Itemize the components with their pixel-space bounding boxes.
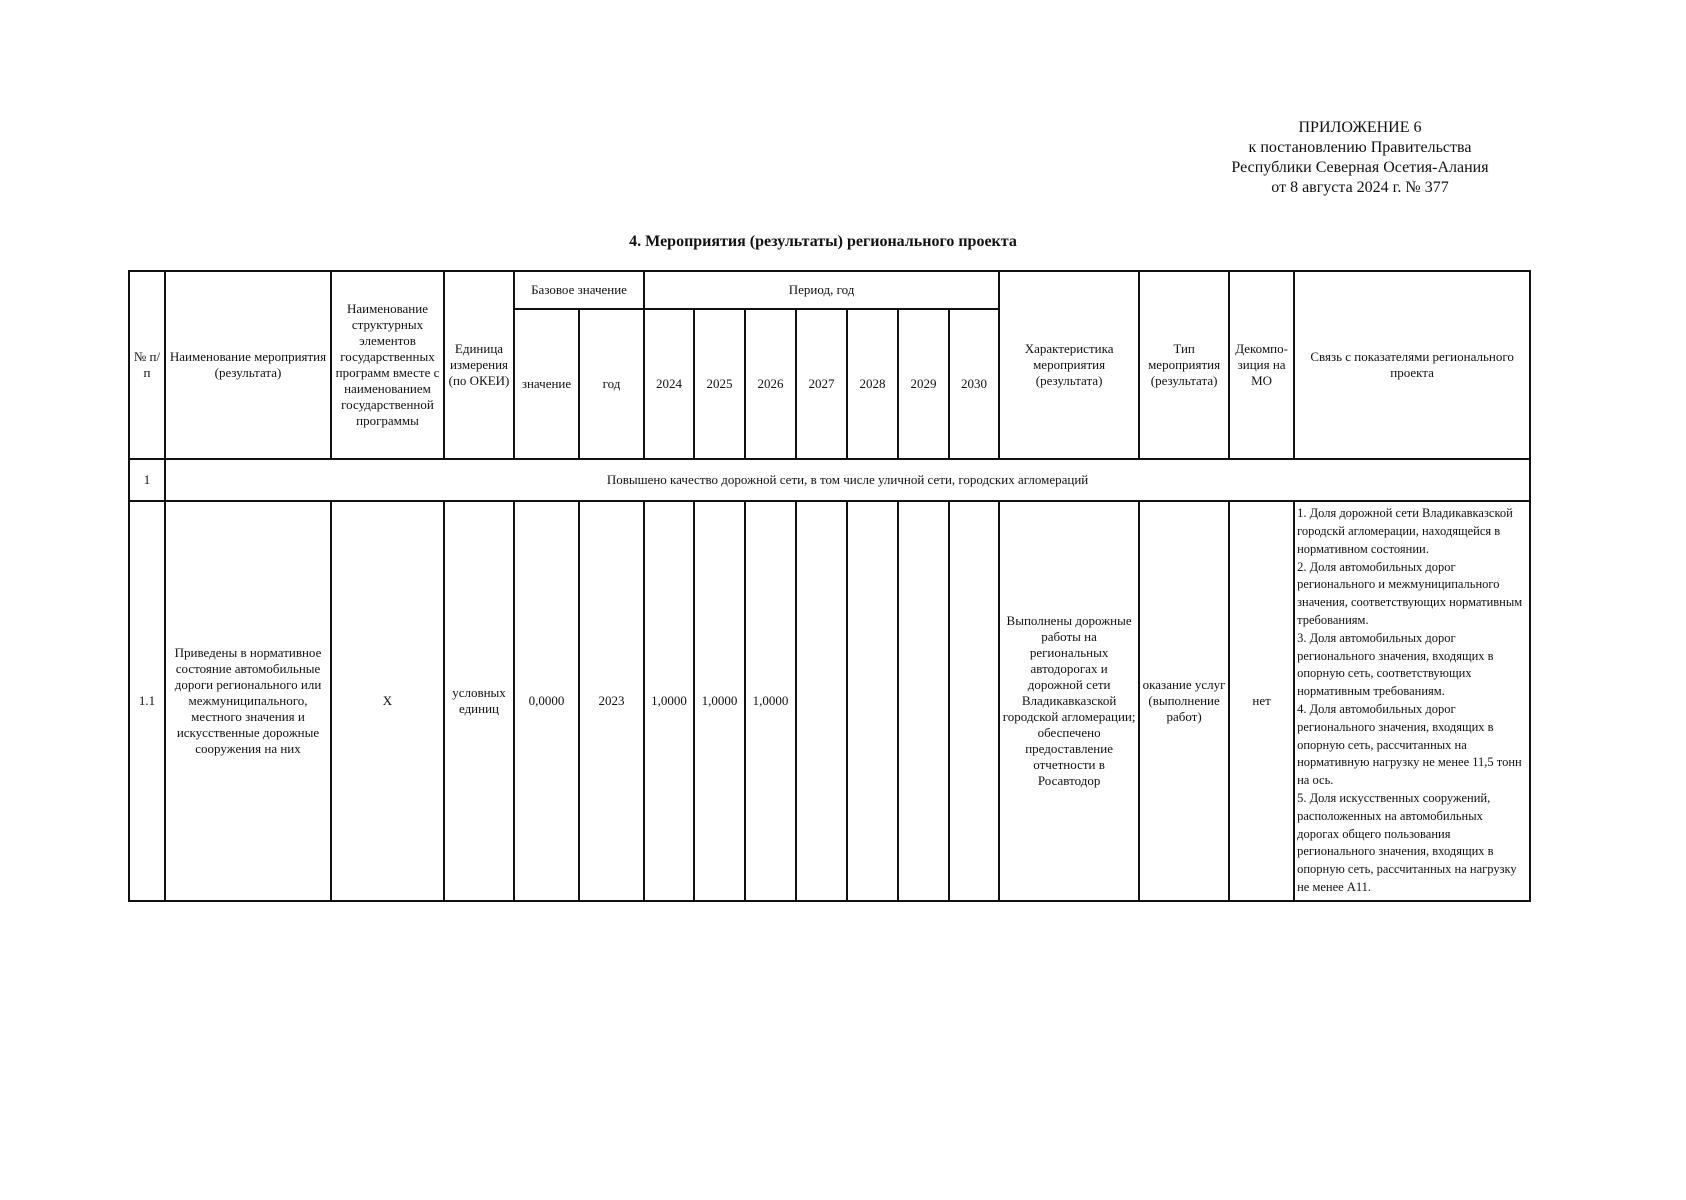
row-type: оказание услуг (выполнение работ) [1139, 501, 1229, 901]
row-value: 1,0000 [644, 501, 694, 901]
header-type: Тип мероприятия (результата) [1139, 271, 1229, 459]
table-row [129, 501, 1530, 901]
header-unit: Единица измерения (по ОКЕИ) [444, 271, 514, 459]
indicator-item: 2. Доля автомобильных дорог регионального и межмуниципального значения, соответствующих нормативным требованиям. [1297, 559, 1523, 628]
header-characteristic: Характеристика мероприятия (результата) [999, 271, 1139, 459]
row-decomposition: нет [1229, 501, 1294, 901]
measures-table [128, 270, 1531, 902]
header-period-group: Период, год [644, 271, 999, 309]
indicator-item: 3. Доля автомобильных дорог регионального значения, входящих в опорную сеть, соответствующих нормативным требованиям. [1297, 630, 1494, 699]
row-unit: условных единиц [444, 501, 514, 901]
indicator-item: 1. Доля дорожной сети Владикавказской городскй агломерации, находящейся в нормативном состоянии. [1297, 506, 1513, 556]
row-value [898, 501, 949, 901]
header-base-year: год [579, 309, 644, 459]
row-value [847, 501, 898, 901]
row-value [949, 501, 999, 901]
header-year: 2030 [949, 309, 999, 459]
indicator-item: 5. Доля искусственных сооружений, расположенных на автомобильных дорогах общего пользования регионального значения, входящих в опорную сеть, рассчитанных на нагрузку не менее А11. [1297, 790, 1517, 894]
header-year: 2026 [745, 309, 796, 459]
row-value: 1,0000 [694, 501, 745, 901]
header-decomposition: Декомпо-зиция на МО [1229, 271, 1294, 459]
row-num: 1.1 [129, 501, 165, 901]
annex-block [1160, 118, 1560, 198]
header-structural: Наименование структурных элементов государственных программ вместе с наименованием государственной программы [331, 271, 444, 459]
header-year: 2027 [796, 309, 847, 459]
row-base-year: 2023 [579, 501, 644, 901]
row-structural: Х [331, 501, 444, 901]
header-year: 2028 [847, 309, 898, 459]
document-title: 4. Мероприятия (результаты) регионального проекта [629, 233, 1017, 250]
section-title: Повышено качество дорожной сети, в том числе уличной сети, городских агломераций [165, 459, 1530, 501]
row-characteristic: Выполнены дорожные работы на региональных автодорогах и дорожной сети Владикавказской городской агломерации; обеспечено предоставление отчетности в Росавтодор [999, 501, 1139, 901]
row-base-value: 0,0000 [514, 501, 579, 901]
header-year: 2024 [644, 309, 694, 459]
header-link: Связь с показателями регионального проекта [1294, 271, 1530, 459]
header-year: 2025 [694, 309, 745, 459]
section-row [129, 459, 1530, 501]
annex-title: ПРИЛОЖЕНИЕ 6 [1298, 119, 1422, 136]
indicator-item: 4. Доля автомобильных дорог регионального значения, входящих в опорную сеть, рассчитанных на нормативную нагрузку не менее 11,5 тонн на ось. [1297, 702, 1522, 788]
row-value: 1,0000 [745, 501, 796, 901]
header-base-value: значение [514, 309, 579, 459]
header-name: Наименование мероприятия (результата) [165, 271, 331, 459]
section-num: 1 [129, 459, 165, 501]
annex-line: к постановлению Правительства [1248, 139, 1472, 156]
header-num: № п/п [129, 271, 165, 459]
annex-line: Республики Северная Осетия-Алания [1231, 159, 1489, 176]
header-year: 2029 [898, 309, 949, 459]
row-indicators [1294, 501, 1530, 901]
annex-date: от 8 августа 2024 г. № 377 [1271, 179, 1449, 196]
row-value [796, 501, 847, 901]
header-base-group: Базовое значение [514, 271, 644, 309]
row-name: Приведены в нормативное состояние автомобильные дороги регионального или межмуниципального, местного значения и искусственные дорожные сооружения на них [165, 501, 331, 901]
